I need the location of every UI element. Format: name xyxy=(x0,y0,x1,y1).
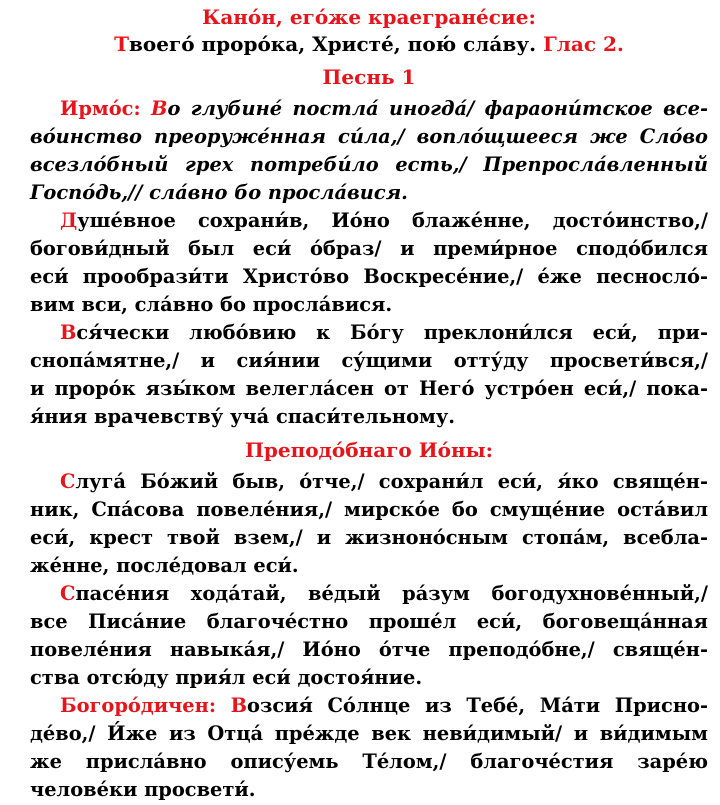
troparion-line xyxy=(30,468,708,496)
troparion-initial: С xyxy=(60,470,76,493)
irmos-line-text: о глубине́ постла́ иногда́/ фараони́тское все- xyxy=(167,97,708,120)
troparion-line-text: пасе́ния хода́тай, ве́дый ра́зум богодухнове́нный,/ xyxy=(75,582,708,605)
irmos-line xyxy=(30,95,708,123)
irmos-line: во́инство преоруже́нная си́ла,/ вопло́щшееся же Сло́во xyxy=(30,125,708,148)
theotokion-line-text: озсия́ Со́лнце из Тебе́, Ма́ти Присно- xyxy=(247,694,708,717)
irmos-line: Госпо́дь,// сла́вно бо просла́вися. xyxy=(30,181,408,204)
irmos-initial: В xyxy=(151,97,168,120)
theotokion-label: Богоро́дичен: xyxy=(60,694,216,717)
troparion-line-text: уше́вное сохрани́в, Ио́но блаже́нне, досто́инство,/ xyxy=(77,209,708,232)
acrostic-text: вoего́ проро́ка, Христе́, пою́ сла́ву. xyxy=(128,32,537,56)
theotokion-line: челове́ки просвети́. xyxy=(30,778,256,801)
troparion xyxy=(30,207,708,319)
troparion-line: богови́дный был еси́ о́браз/ и преми́рное сподо́бился xyxy=(30,237,708,260)
theotokion-line xyxy=(30,692,708,720)
theotokion-initial: В xyxy=(230,694,248,717)
troparion-initial: В xyxy=(60,321,77,344)
troparion-line: еси́ проoбрази́ти Христо́во Воскресе́ние,/ е́же песносло́- xyxy=(30,265,708,288)
troparion-line xyxy=(30,207,708,235)
venerable-title xyxy=(30,437,708,464)
troparion xyxy=(30,468,708,580)
troparion-line: и проро́к язы́ком велегла́сен от Него́ устро́ен еси́,/ пока- xyxy=(30,377,708,400)
troparion-line: я́ния врачевству́ уча́ спаси́тельному. xyxy=(30,405,456,428)
irmos-line: всезло́бный грех потреби́ло есть,/ Препросла́вленный xyxy=(30,153,708,176)
troparion-line: вим вси, сла́вно бо просла́вися. xyxy=(30,293,393,316)
troparion-line-text: луга́ Бо́жий быв, о́тче,/ сохрани́л еси́, я́ко свяще́н- xyxy=(75,470,708,493)
troparion-line: снопа́мятне,/ и сия́нии су́щими отту́ду просвети́вся,/ xyxy=(30,349,708,372)
troparion xyxy=(30,319,708,431)
troparion-line: ства отсю́ду прия́л еси́ достоя́ние. xyxy=(30,666,423,689)
troparion-line: же́нне, после́довал еси́. xyxy=(30,554,299,577)
troparion-initial: Д xyxy=(60,209,78,232)
troparion xyxy=(30,580,708,692)
tone-label: Глас 2. xyxy=(543,32,624,56)
theotokion-line: де́во,/ И́же из Отца́ пре́жде век неви́димый/ и ви́димым xyxy=(30,722,708,745)
irmos-block xyxy=(30,95,708,207)
troparion-line xyxy=(30,319,708,347)
troparion-line: ник, Спа́сова повеле́ния,/ мирско́е бо смуще́ние оста́вил xyxy=(30,498,708,521)
ode-title xyxy=(30,64,708,91)
troparion-line-text: ся́чески любо́вию к Бо́гу преклони́лся еси́, при- xyxy=(76,321,708,344)
irmos-label: Ирмо́с: xyxy=(60,97,141,120)
acrostic-line xyxy=(30,31,708,58)
theotokion-line: же присла́вно опису́емь Те́лом,/ благоче́стия заре́ю xyxy=(30,750,708,773)
troparion-line: еси́, крест твой взем,/ и жизноно́сным стопа́м, всебла- xyxy=(30,526,708,549)
theotokion-block xyxy=(30,692,708,804)
troparion-line: все Писа́ние благоче́стно проше́л еси́, боговеща́нная xyxy=(30,610,708,633)
acrostic-initial: Т xyxy=(114,32,129,56)
canon-title xyxy=(30,4,708,31)
troparion-line: повеле́ния навыка́я,/ Ио́но о́тче преподо́бне,/ свяще́н- xyxy=(30,638,708,661)
venerable-title-text: Преподо́бнаго Ио́ны: xyxy=(244,438,494,462)
troparion-line xyxy=(30,580,708,608)
ode-title-text: Песнь 1 xyxy=(322,65,416,89)
canon-title-text: Кано́н, его́же краегране́сие: xyxy=(202,5,536,29)
troparion-initial: С xyxy=(60,582,76,605)
